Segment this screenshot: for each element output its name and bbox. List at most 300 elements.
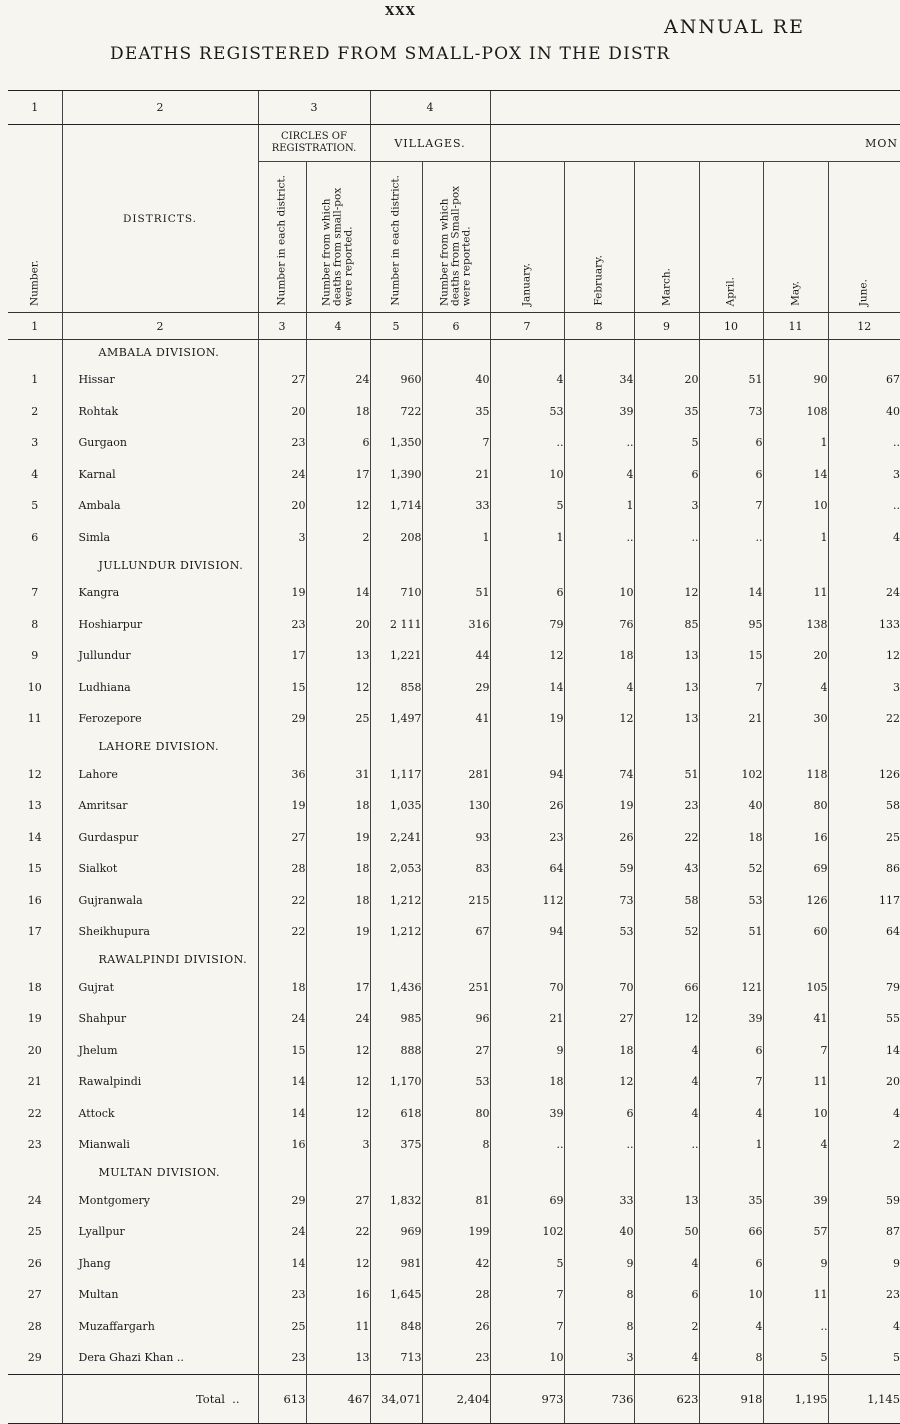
row-number: 25 [27,1225,42,1239]
district-name: Amritsar [62,790,258,822]
cell-may: 60 [763,916,828,948]
table-row [8,916,900,948]
row-number: 20 [27,1043,42,1057]
district-name: Ambala [62,490,258,522]
cell-jan: .. [490,427,564,459]
cell-mar: 20 [634,364,699,396]
division-label: JULLUNDUR DIVISION. [62,553,258,577]
cell-mar: 13 [634,703,699,735]
table-row [8,972,900,1004]
cell-apr: 7 [699,490,763,522]
cell-jan: 18 [490,1066,564,1098]
cell-mar: 66 [634,972,699,1004]
table-body [8,340,900,1375]
cell-c4: 3 [306,1129,370,1161]
cell-c5: 969 [370,1216,422,1248]
cell-feb: 1 [564,490,634,522]
cell-c4: 22 [306,1216,370,1248]
colnum-2: 2 [62,91,258,125]
cell-apr: 39 [699,1003,763,1035]
table-row [8,1311,900,1343]
cell-c5: 1,117 [370,759,422,791]
cell-feb: 12 [564,1066,634,1098]
cell-may: 126 [763,885,828,917]
cell-mar: 4 [634,1098,699,1130]
division-label: AMBALA DIVISION. [62,340,258,365]
cell-c4: 24 [306,364,370,396]
cell-jan: 12 [490,640,564,672]
report-title: ANNUAL RE [664,16,805,38]
row-number: 5 [31,499,39,513]
cell-c4: 20 [306,609,370,641]
cell-jun: 67 [828,364,900,396]
column-index-row [8,313,900,340]
cell-may: 105 [763,972,828,1004]
cell-c6: 40 [422,364,490,396]
cell-c3: 16 [258,1129,306,1161]
cell-jan: 94 [490,759,564,791]
cell-feb: 19 [564,790,634,822]
cell-c4: 6 [306,427,370,459]
cell-feb: 70 [564,972,634,1004]
cell-c3: 27 [258,822,306,854]
cell-c6: 35 [422,396,490,428]
row-number: 23 [27,1138,42,1152]
cell-feb: 40 [564,1216,634,1248]
total-villages-deaths: 2,404 [422,1374,490,1423]
cell-jan: 26 [490,790,564,822]
cell-c4: 18 [306,853,370,885]
district-name: Attock [62,1098,258,1130]
district-name: Rohtak [62,396,258,428]
cell-jan: 70 [490,972,564,1004]
table-row [8,640,900,672]
district-name: Mianwali [62,1129,258,1161]
district-name: Multan [62,1279,258,1311]
district-name: Gurgaon [62,427,258,459]
table-row [8,885,900,917]
cell-jan: 14 [490,672,564,704]
table-row [8,1248,900,1280]
cell-may: 16 [763,822,828,854]
cell-jun: 4 [828,1098,900,1130]
col-april: April. [724,276,737,306]
cell-apr: 53 [699,885,763,917]
cell-feb: 18 [564,640,634,672]
cell-c3: 27 [258,364,306,396]
cell-c3: 28 [258,853,306,885]
cell-c6: 67 [422,916,490,948]
cell-mar: 4 [634,1342,699,1374]
district-name: Hissar [62,364,258,396]
row-number: 22 [27,1106,42,1120]
cell-c5: 981 [370,1248,422,1280]
cell-mar: 4 [634,1248,699,1280]
col-february: February. [592,255,605,306]
cell-mar: 43 [634,853,699,885]
cell-feb: 26 [564,822,634,854]
cell-feb: 74 [564,759,634,791]
cell-c6: 93 [422,822,490,854]
cell-feb: 10 [564,577,634,609]
district-name: Montgomery [62,1185,258,1217]
cell-apr: 7 [699,1066,763,1098]
row-number: 2 [31,404,39,418]
group-circles: CIRCLES OF REGISTRATION. [258,125,370,162]
cell-jan: 64 [490,853,564,885]
cell-c3: 20 [258,396,306,428]
cell-jun: 25 [828,822,900,854]
cell-apr: 6 [699,1248,763,1280]
cell-feb: 8 [564,1279,634,1311]
cell-mar: 51 [634,759,699,791]
table-row [8,364,900,396]
cell-may: 11 [763,1066,828,1098]
table-title: DEATHS REGISTERED FROM SMALL-POX IN THE DISTR [110,44,671,64]
cell-c6: 29 [422,672,490,704]
cell-mar: 13 [634,1185,699,1217]
cell-c6: 316 [422,609,490,641]
cell-feb: 53 [564,916,634,948]
district-name: Sheikhupura [62,916,258,948]
district-name: Simla [62,522,258,554]
division-header-row [8,735,900,759]
row-number: 13 [27,799,42,813]
table-row [8,1066,900,1098]
district-name: Dera Ghazi Khan .. [62,1342,258,1374]
column-index-4: 4 [306,313,370,340]
district-name: Ludhiana [62,672,258,704]
table-row [8,427,900,459]
cell-jun: 22 [828,703,900,735]
row-number: 11 [27,712,42,726]
cell-apr: 51 [699,916,763,948]
cell-c6: 130 [422,790,490,822]
row-number: 3 [31,436,39,450]
cell-feb: 33 [564,1185,634,1217]
column-index-2: 2 [62,313,258,340]
table-row [8,822,900,854]
cell-c5: 1,645 [370,1279,422,1311]
cell-c4: 18 [306,790,370,822]
row-number: 8 [31,617,39,631]
division-header-row [8,1161,900,1185]
district-name: Jhang [62,1248,258,1280]
cell-apr: 35 [699,1185,763,1217]
cell-mar: 85 [634,609,699,641]
table-row [8,522,900,554]
table-row [8,1129,900,1161]
cell-jan: 10 [490,459,564,491]
table-row [8,396,900,428]
cell-c3: 14 [258,1066,306,1098]
table-row [8,853,900,885]
division-label: LAHORE DIVISION. [62,735,258,759]
cell-jan: 19 [490,703,564,735]
cell-feb: 27 [564,1003,634,1035]
district-name: Lahore [62,759,258,791]
total-circles-count: 613 [258,1374,306,1423]
cell-jan: 5 [490,1248,564,1280]
cell-feb: 3 [564,1342,634,1374]
col-villages-deaths: Number from which deaths from Small-pox were reported. [438,185,473,306]
cell-c3: 23 [258,1342,306,1374]
cell-jun: 86 [828,853,900,885]
cell-jun: 14 [828,1035,900,1067]
total-march: 623 [634,1374,699,1423]
cell-mar: 4 [634,1066,699,1098]
cell-c5: 1,390 [370,459,422,491]
cell-mar: 13 [634,640,699,672]
cell-c3: 14 [258,1098,306,1130]
cell-c6: 8 [422,1129,490,1161]
row-number: 9 [31,649,39,663]
cell-jan: .. [490,1129,564,1161]
col-may: May. [789,281,801,306]
cell-jun: 79 [828,972,900,1004]
cell-jan: 21 [490,1003,564,1035]
col-number: Number. [28,259,41,306]
row-number: 19 [27,1012,42,1026]
cell-c4: 12 [306,672,370,704]
cell-jun: 3 [828,459,900,491]
cell-c4: 12 [306,1248,370,1280]
total-june: 1,145 [828,1374,900,1423]
cell-c4: 18 [306,396,370,428]
table-row [8,459,900,491]
cell-jun: 2 [828,1129,900,1161]
cell-apr: .. [699,522,763,554]
cell-apr: 4 [699,1098,763,1130]
cell-c6: 44 [422,640,490,672]
column-index-7: 7 [490,313,564,340]
cell-c6: 96 [422,1003,490,1035]
cell-c3: 24 [258,459,306,491]
cell-may: 1 [763,427,828,459]
cell-may: 57 [763,1216,828,1248]
cell-apr: 95 [699,609,763,641]
total-may: 1,195 [763,1374,828,1423]
district-name: Rawalpindi [62,1066,258,1098]
cell-mar: 50 [634,1216,699,1248]
cell-feb: 12 [564,703,634,735]
cell-jan: 112 [490,885,564,917]
cell-jan: 6 [490,577,564,609]
col-districts: DISTRICTS. [62,125,258,313]
cell-apr: 6 [699,459,763,491]
cell-c5: 1,497 [370,703,422,735]
district-name: Jhelum [62,1035,258,1067]
cell-c4: 14 [306,577,370,609]
cell-jan: 7 [490,1311,564,1343]
row-number: 18 [27,980,42,994]
cell-jan: 39 [490,1098,564,1130]
cell-c5: 1,170 [370,1066,422,1098]
cell-mar: 22 [634,822,699,854]
cell-c6: 33 [422,490,490,522]
cell-c3: 17 [258,640,306,672]
cell-feb: 8 [564,1311,634,1343]
cell-c4: 17 [306,972,370,1004]
district-name: Sialkot [62,853,258,885]
total-february: 736 [564,1374,634,1423]
cell-may: 4 [763,1129,828,1161]
table-row [8,577,900,609]
table-row [8,1003,900,1035]
smallpox-deaths-table [8,90,900,1424]
cell-c3: 23 [258,427,306,459]
cell-c3: 29 [258,1185,306,1217]
cell-c4: 27 [306,1185,370,1217]
total-label: Total .. [62,1374,258,1423]
cell-jun: 117 [828,885,900,917]
row-number: 12 [27,767,42,781]
cell-c6: 21 [422,459,490,491]
cell-jan: 23 [490,822,564,854]
cell-may: 4 [763,672,828,704]
cell-mar: 52 [634,916,699,948]
cell-c5: 848 [370,1311,422,1343]
cell-apr: 4 [699,1311,763,1343]
cell-c3: 22 [258,885,306,917]
cell-may: 10 [763,490,828,522]
cell-c3: 20 [258,490,306,522]
cell-jan: 94 [490,916,564,948]
cell-mar: 5 [634,427,699,459]
cell-c6: 7 [422,427,490,459]
cell-mar: .. [634,522,699,554]
cell-apr: 18 [699,822,763,854]
group-villages: VILLAGES. [370,125,490,162]
cell-c5: 888 [370,1035,422,1067]
cell-feb: 59 [564,853,634,885]
cell-c3: 24 [258,1216,306,1248]
row-number: 4 [31,467,39,481]
cell-jun: 24 [828,577,900,609]
district-name: Gujranwala [62,885,258,917]
cell-c3: 24 [258,1003,306,1035]
cell-c5: 713 [370,1342,422,1374]
cell-may: 138 [763,609,828,641]
total-april: 918 [699,1374,763,1423]
row-number: 6 [31,530,39,544]
column-index-10: 10 [699,313,763,340]
row-number: 28 [27,1319,42,1333]
cell-feb: .. [564,1129,634,1161]
total-villages-count: 34,071 [370,1374,422,1423]
cell-c4: 19 [306,916,370,948]
cell-c6: 251 [422,972,490,1004]
col-june: June. [857,278,870,306]
district-name: Lyallpur [62,1216,258,1248]
cell-mar: 4 [634,1035,699,1067]
total-row [8,1374,900,1423]
cell-c4: 25 [306,703,370,735]
cell-c5: 985 [370,1003,422,1035]
cell-c3: 22 [258,916,306,948]
row-number: 27 [27,1288,42,1302]
row-number: 29 [27,1351,42,1365]
cell-jun: 55 [828,1003,900,1035]
row-number: 16 [27,893,42,907]
district-name: Ferozepore [62,703,258,735]
column-index-6: 6 [422,313,490,340]
cell-c3: 23 [258,609,306,641]
district-name: Kangra [62,577,258,609]
cell-may: 41 [763,1003,828,1035]
cell-may: 90 [763,364,828,396]
cell-feb: .. [564,427,634,459]
cell-c4: 19 [306,822,370,854]
cell-c5: 2,241 [370,822,422,854]
cell-may: 7 [763,1035,828,1067]
total-circles-deaths: 467 [306,1374,370,1423]
cell-c5: 1,832 [370,1185,422,1217]
cell-mar: 12 [634,1003,699,1035]
cell-jun: 4 [828,522,900,554]
group-months: MON [490,125,900,162]
cell-jan: 53 [490,396,564,428]
cell-c4: 12 [306,1066,370,1098]
cell-c3: 3 [258,522,306,554]
cell-c6: 27 [422,1035,490,1067]
cell-c4: 12 [306,1098,370,1130]
cell-jan: 10 [490,1342,564,1374]
cell-c3: 15 [258,1035,306,1067]
cell-c5: 208 [370,522,422,554]
cell-c6: 28 [422,1279,490,1311]
cell-jan: 5 [490,490,564,522]
cell-mar: 23 [634,790,699,822]
cell-feb: 76 [564,609,634,641]
cell-apr: 121 [699,972,763,1004]
cell-may: 39 [763,1185,828,1217]
cell-apr: 102 [699,759,763,791]
cell-c5: 1,436 [370,972,422,1004]
cell-c4: 12 [306,490,370,522]
cell-c6: 53 [422,1066,490,1098]
cell-c3: 36 [258,759,306,791]
cell-jun: 126 [828,759,900,791]
cell-c5: 1,212 [370,916,422,948]
cell-may: 30 [763,703,828,735]
cell-c4: 16 [306,1279,370,1311]
row-number: 15 [27,862,42,876]
cell-c6: 81 [422,1185,490,1217]
district-name: Jullundur [62,640,258,672]
cell-feb: .. [564,522,634,554]
cell-jun: 23 [828,1279,900,1311]
row-number: 1 [31,373,39,387]
column-index-3: 3 [258,313,306,340]
district-name: Karnal [62,459,258,491]
cell-jan: 69 [490,1185,564,1217]
table-row [8,1342,900,1374]
cell-feb: 4 [564,672,634,704]
row-number: 21 [27,1075,42,1089]
cell-mar: 6 [634,1279,699,1311]
row-number: 26 [27,1256,42,1270]
cell-c5: 375 [370,1129,422,1161]
cell-c6: 83 [422,853,490,885]
cell-jun: 4 [828,1311,900,1343]
cell-c4: 13 [306,1342,370,1374]
column-index-11: 11 [763,313,828,340]
district-name: Gurdaspur [62,822,258,854]
cell-c5: 710 [370,577,422,609]
cell-c6: 23 [422,1342,490,1374]
colnum-3: 3 [258,91,370,125]
